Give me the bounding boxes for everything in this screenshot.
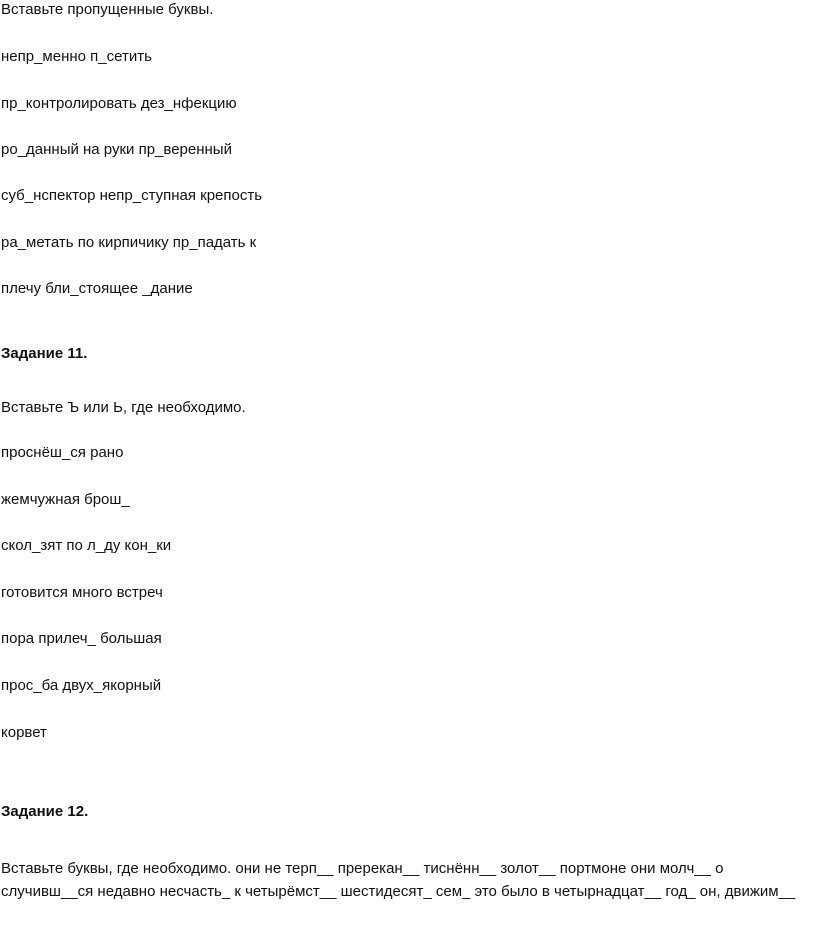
exercise-line: ра_метать по кирпичику пр_падать к: [1, 234, 257, 251]
instruction-11: Вставьте Ъ или Ь, где необходимо.: [1, 399, 246, 416]
instruction-10: Вставьте пропущенные буквы.: [1, 1, 214, 18]
exercise-text-12: Вставьте буквы, где необходимо. они не терп__ пререкан__ тиснённ__ золот__ портмоне они молч__ о случивш__ся недавно несчасть_ к четырёмст__ шестидесят_ сем_ это было в четырнадцат__ год_ он, движим__: [1, 860, 796, 900]
exercise-line: готовится много встреч: [1, 584, 163, 601]
exercise-line: скол_зят по л_ду кон_ки: [1, 537, 172, 554]
exercise-line: корвет: [1, 724, 47, 741]
exercise-line: плечу бли_стоящее _дание: [1, 280, 193, 297]
heading-12: Задание 12.: [1, 803, 89, 820]
heading-11: Задание 11.: [1, 345, 88, 362]
exercise-line: прос_ба двух_якорный: [1, 677, 162, 694]
exercise-line: пора прилеч_ большая: [1, 630, 162, 647]
exercise-line: непр_менно п_сетить: [1, 48, 152, 65]
exercise-line: пр_контролировать дез_нфекцию: [1, 95, 237, 112]
exercise-line: проснёш_ся рано: [1, 444, 124, 461]
exercise-line: жемчужная брош_: [1, 491, 130, 508]
exercise-line: ро_данный на руки пр_веренный: [1, 141, 232, 158]
exercise-line: суб_нспектор непр_ступная крепость: [1, 187, 263, 204]
